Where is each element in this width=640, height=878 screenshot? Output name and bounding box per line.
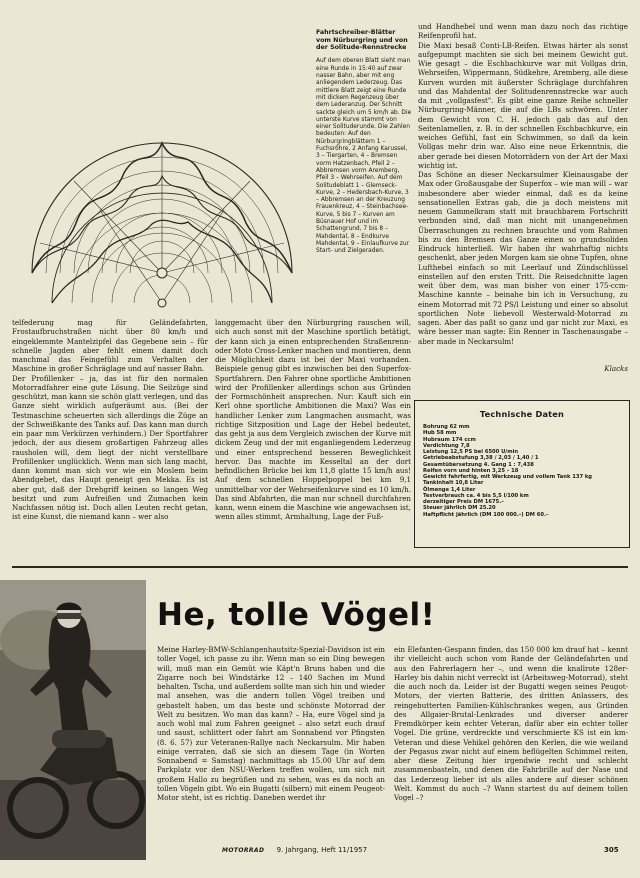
rider-motorcycle-photo — [0, 580, 146, 860]
technical-data-row: derzeitiger Preis DM 1675.– — [423, 499, 504, 505]
technical-data-title: Technische Daten — [479, 409, 565, 419]
author-signature: Klacks — [604, 364, 628, 373]
caption-body: Auf dem oberen Blatt sieht man eine Runde in 15:40 auf zwar nasser Bahn, aber mit eng anliegendem Lederzeug. Das mittlere Blatt zeigt eine Runde mit dickem Regenzeug über dem Lederanzug. Der Schnitt sackte gleich um 5 km/h ab. Die unterste Kurve stammt von einer Solituderunde. Die Zahlen bedeuten: Auf den Nürburgringblättern 1 – Fuchsröhre, 2 Anfang Karussel, 3 – Tiergarten, 4 – Bremsen vorm Hatzenbach, Pfeil 2 – Abbremsen vorm Aremberg, Pfeil 3 – Wehrseifen. Auf dem Solitudeblatt 1 – Glemseck-Kurve, 2 – Hedersbach-Kurve, 3 – Abbremsen an der Kreuzung Frauenkreuz, 4 – Steinbachsee-Kurve, 5 bis 7 – Kurven am Büsnauer Hof und im Schattengrund, 7 bis 8 – Mahdental, 8 – Endkurve Mahdental, 9 – Einlaufkurve zur Start- und Zielgeraden. — [316, 58, 412, 255]
article-headline: He, tolle Vögel! — [157, 597, 436, 633]
technical-data-list — [415, 424, 629, 518]
technical-data-row: Bohrung 62 mm — [423, 424, 470, 430]
technical-data-row: Gewicht fahrfertig, mit Werkzeug und vollem Tank 137 kg — [423, 474, 593, 480]
magazine-logo: MOTORRAD — [222, 847, 265, 854]
section-divider — [12, 566, 628, 568]
article-column-right-top: und Handhebel und wenn man dazu noch das richtige Reifenprofil hat. Die Maxi besaß Conti-LB-Reifen. Etwas härter als sonst aufgepumpt machten sie sich bei meinem Gewicht gut. Wie gesagt – die Eschbachkurve war mit Vollgas drin, Wehrseifen, Wippermann, Südkehre, Aremberg, alle diese Kurven wurden mit äußerster Schräglage durchfahren und das Mahdental der Solitudenrennstrecke war auch da mit „vollgasfest". Es gibt eine ganze Reihe schneller Nürburgring-Männer, die auf die LBs schwören. Unter dem Gewicht von C. H. jedoch gab das auf den Seitenlamellen, z. B. in der schnellen Eschbachkurve, ein weiches Gefühl, fast ein Schwimmen, so daß da kein Vollgas mehr drin war. Also eine neue Erkenntnis, die aber gerade bei diesen Motorrädern von der Art der Maxi wichtig ist. Das Schöne an dieser Neckarsulmer Kleinausgabe der Max oder Großausgabe der Superfox – wie man will – war insbesondere aber wieder einmal, daß es da keine sensationellen Extras gab, die ja doch meistens mit neuem Gammelkram statt mit brauchbarem Fortschritt verbunden sind, daß man nicht mit unangenehmen Überraschungen zu rechnen brauchte und vom Rahmen bis zu den Bremsen das Ganze einen so grundsoliden Eindruck hinterließ. Wir haben ihr wahrhaftig nichts geschenkt, aber jeden Morgen kam sie ohne Tupfen, ohne Lufthebel einfach so mit Leerlauf und Zündschlüssel einstellen auf den ersten Tritt. Die Reisedchnitte lagen weit über dem, was man bisher von einer 175-ccm-Maschine kannte – beinahe bin ich in Versuchung, zu einem Motorrad mit 72 PS/l Leistung und einer so absolut sportlichen Note liebevoll Westerwald-Motorrad zu sagen. Aber das paßt so ganz und gar nicht zur Maxi, es wäre besser man sagte: Ein Renner in Taschenausgabe – aber made in Neckarsulm! — [418, 22, 628, 346]
technical-data-row: Hubraum 174 ccm — [423, 436, 476, 443]
technical-data-row: Steuer jährlich DM 25.20 — [423, 505, 496, 512]
caption-title: Fahrtschreiber-Blätter vom Nürburgring und von der Solitude-Rennstrecke — [316, 29, 408, 51]
technical-data-box — [414, 400, 630, 548]
footer-issue — [222, 846, 367, 854]
technical-data-row: Hub 58 mm — [423, 430, 457, 437]
issue-info: 9. Jahrgang, Heft 11/1957 — [276, 846, 368, 854]
technical-data-row: Leistung 12,5 PS bei 6500 U/min — [423, 449, 519, 455]
technical-data-row: Verdichtung 7,8 — [423, 442, 470, 449]
technical-data-row: Testverbrauch ca. 4 bis 5,5 l/100 km — [423, 492, 529, 499]
article2-column-right: ein Elefanten-Gespann finden, das 150 000 km drauf hat – kennt ihr vielleicht auch schon vom Rande der Geländefahrten und aus den Fahrerlagern her –, und wenn die knallrote 128er-Harley bis dahin nicht verreckt ist (Arbeitsweg-Motorrad), steht die auch noch da. Leider ist der Bugatti wegen seines Peugot-Motors, der vierten Batterie, des dritten Anlassers, des reingebutterten Familien-Kühlschrankes wegen, aus Gründen des Allgaier-Brutal-Lenkrades und diverser anderer Fremdkörper kein echter Veteran, dafür aber ein echter toller Vogel. Die grüne, verdreckte und verschmierte KS ist ein km-Veteran und diese Vehikel gehören den Kerlen, die wie weiland der Pegasus zwar nicht auf einem beflügelten Schimmel reiten, aber diese Zeitung hier irgendwie recht und schlecht zusammenbasteln, und denen die Fahrbrille auf der Nase und das Lederzeug lieber ist als alles andere auf dieser schönen Welt. Kommst du auch –? Wann startest du auf deinem tollen Vogel –? — [394, 645, 628, 802]
page-number: 305 — [604, 846, 619, 854]
article-column-middle: langgemacht über den Nürburgring rauschen will, sich auch sonst mit der Maschine sportlich betätigt, der kann sich ja einen entsprechenden Straßenrenn- oder Moto Cross-Lenker machen und montieren, denn die Möglichkeit dazu ist bei der Maxi vorhanden. Beispiele genug gibt es inzwischen bei den Superfox-Sportfahrern. Den Fahrer ohne sportliche Ambitionen wird der Profillenker allerdings schon aus Gründen der Formschönheit ansprechen. Nur: Kauft sich ein Kerl ohne sportliche Ambitionen die Maxi? Was ein handlicher Lenker zum Langmachen ausmacht, was richtige Sitzposition und Lage der Hebel bedeutet, das geht ja aus dem Vergleich zwischen der Kurve mit dickem Zeug und der mit enganliegendem Lederzeug und einer entsprechend besseren Beweglichkeit hervor. Das machte im Kesseltal an der dort befindlichen Brücke bei km 11,8 glatte 15 km/h aus! Auf dem schnellen Hoppelpoppel bei km 9,1 unmittelbar vor der Wehrseifenkurve sind es 10 km/h. Das sind Abfahrten, die man nur schnell durchfahren kann, wenn einem die Maschine wie angewachsen ist, wenn alles stimmt, Armhaltung, Lage der Fuß- — [215, 318, 411, 522]
technical-data-row: Getriebeabstufung 3,38 / 2,03 / 1,40 / 1 — [423, 455, 539, 462]
technical-data-row: Reifen vorn und hinten 3,25 – 18 — [423, 467, 519, 474]
article-column-left: telfederung mag für Geländefahrten, Frostaufbruchstraßen nicht über 80 km/h und eingeklemmte Mantelzipfel das Gegebene sein – für schnelle Jagden aber fehlt einem damit doch manchmal das Feingefühl zum Verhalten der Maschine in großer Schräglage und auf nasser Bahn. Der Profillenker – ja, das ist für den normalen Motorradfahrer eine gute Lösung. Die Seilzüge sind geschützt, man kann sie schön glatt verlegen, und das Ganze sieht wirklich aufgeräumt aus. (Bei der Testmaschine scheuerten sich allerdings die Züge an der Schweißkante des Tanks auf. Das kann man durch ein paar mm Verkürzen verhindern.) Der Sportfahrer jedoch, der aus diesem großartigen Fahrzeug alles rausholen will, dem liegt der nicht verstellbare Profillenker unglücklich. Wenn man sich lang macht, dann kommt man sich vor wie ein Moslem beim Abendgebet, das Haupt geneigt gen Mekka. Es ist aber gut, daß der Drehgriff keinen so langen Weg besitzt und zum Aufreißen und Zumachen kein Nachfassen nötig ist. Doch allen Leuten recht getan, ist eine Kunst, die niemand kann – wer also — [12, 318, 208, 522]
article2-column-left: Meine Harley-BMW-Schlangenhautsitz-Spezial-Davidson ist ein toller Vogel, ich passe zu ihr. Wenn man so ein Ding bewegen will, muß man ein Gemüt wie Käpt'n Bruns haben und die Zigarre noch bei Windstärke 12 – 140 Sachen im Mund behalten. Tscha, und außerdem sollte man sich hin und wieder mal ansehen, was die andern tollen Vögel treiben und gebastelt haben, um das beste und schönste Motorrad der Welt zu besitzen. Wo man das kann? – Ha, eure Vögel sind ja auch wohl mal zum Fahren geeignet – also setzt euch drauf und saust, schlittert oder fahrt am Sonnabend vor Pfingsten (8. 6. 57) zur Veteranen-Rallye nach Neckarsulm. Mir haben einige verraten, daß sie sich an diesem Tage (in Worten Sonnabend = Samstag) nachmittags ab 15.00 Uhr auf dem Parkplatz vor den NSU-Werken treffen wollen, um sich mit großem Hallo zu begrüßen und zu sehen, was es da noch an tollen Vögeln gibt. Wo ein Bugatti (silbern) mit einem Peugeot-Motor steht, ist es richtig. Daneben werdet ihr — [157, 645, 385, 802]
technical-data-row: Tankinhalt 10,8 Liter — [423, 480, 484, 487]
diagram-caption — [316, 22, 412, 284]
tachograph-chart-diagram — [12, 18, 312, 308]
technical-data-row: Haftpflicht jährlich (DM 100 000.–) DM 60.– — [423, 511, 549, 518]
technical-data-row: Gesamtübersetzung 4. Gang 1 : 7,438 — [423, 461, 534, 468]
technical-data-row: Ölmenge 1,4 Liter — [423, 486, 476, 493]
